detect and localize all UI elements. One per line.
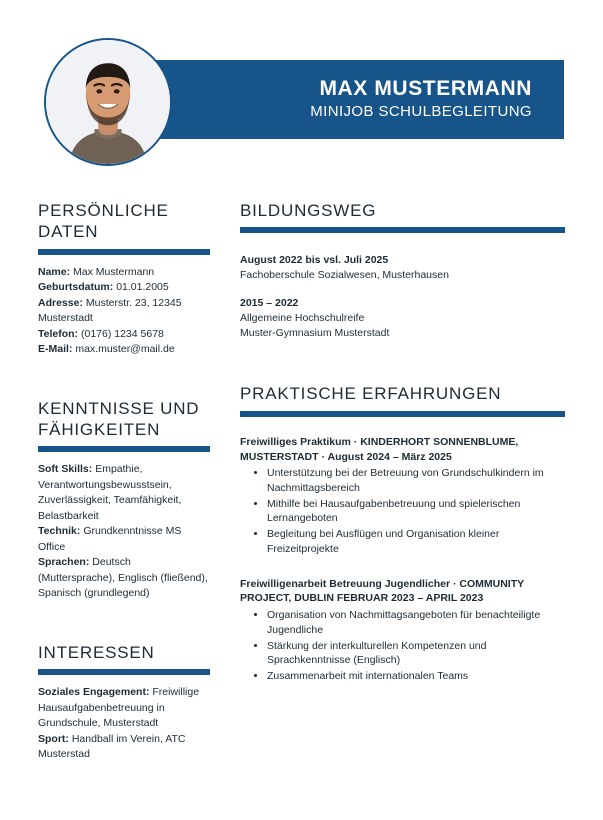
list-item: • Mithilfe bei Hausaufgabenbetreuung und spielerischen Lernangeboten — [267, 497, 565, 526]
section-heading-personal-data: PERSÖNLICHE DATEN — [38, 201, 169, 242]
spacer — [240, 363, 565, 383]
list-item: • Organisation von Nachmittagsangeboten für benachteiligte Jugendliche — [267, 608, 565, 637]
section-rule — [38, 669, 210, 675]
spacer — [240, 243, 565, 253]
page-title: MAX MUSTERMANN — [319, 77, 532, 101]
section-heading-interests: INTERESSEN — [38, 642, 155, 662]
field-label: Geburtsdatum: — [38, 281, 114, 294]
field-value: Freiwillige Hausaufgabenbetreuung in Grundschule, Musterstadt — [38, 686, 200, 730]
education-period: 2015 – 2022 — [240, 296, 299, 309]
section-rule — [38, 446, 210, 452]
list-item — [38, 524, 210, 555]
field-value: max.muster@mail.de — [75, 343, 175, 356]
avatar — [44, 38, 172, 166]
experience-bullet-list — [240, 466, 565, 556]
personal-data-list — [38, 265, 210, 358]
list-item: • Zusammenarbeit mit internationalen Teams — [267, 669, 565, 684]
experience-title: Freiwilliges Praktikum · KINDERHORT SONNENBLUME, MUSTERSTADT · August 2024 – März 2025 — [240, 435, 519, 463]
field-label: Name: — [38, 265, 71, 278]
section-education — [240, 200, 565, 341]
section-interests — [38, 642, 210, 763]
section-rule — [38, 249, 210, 255]
experience-title: Freiwilligenarbeit Betreuung Jugendlicher · COMMUNITY PROJECT, DUBLIN FEBRUAR 2023 – APRIL 2023 — [240, 577, 524, 605]
education-detail: Fachoberschule Sozialwesen, Musterhausen — [240, 269, 449, 282]
section-experience — [240, 383, 565, 683]
list-item — [38, 462, 210, 524]
section-heading-skills: KENNTNISSE UND FÄHIGKEITEN — [38, 398, 200, 439]
list-item — [38, 342, 210, 358]
field-label: Soft Skills: — [38, 463, 93, 476]
list-item — [38, 296, 210, 327]
list-item: • Begleitung bei Ausflügen und Organisation kleiner Freizeitprojekte — [267, 527, 565, 556]
list-item: • Stärkung der interkulturellen Kompetenzen und Sprachkenntnisse (Englisch) — [267, 639, 565, 668]
field-value: Empathie, Verantwortungsbewusstsein, Zuverlässigkeit, Teamfähigkeit, Belastbarkeit — [38, 463, 182, 522]
list-item — [38, 555, 210, 602]
field-label: Sprachen: — [38, 556, 90, 569]
field-value: Deutsch (Muttersprache), Englisch (fließend), Spanisch (grundlegend) — [38, 556, 208, 600]
education-detail: Muster-Gymnasium Musterstadt — [240, 327, 390, 340]
spacer — [38, 624, 210, 642]
field-label: E-Mail: — [38, 343, 73, 356]
field-value: Handball im Verein, ATC Musterstad — [38, 732, 186, 761]
header-subtitle: MINIJOB SCHULBEGLEITUNG — [310, 103, 532, 121]
cv-header — [0, 0, 603, 180]
education-entry — [240, 296, 565, 342]
experience-entry — [240, 435, 565, 557]
field-label: Technik: — [38, 525, 81, 538]
experience-entry — [240, 577, 565, 684]
list-item — [38, 280, 210, 296]
list-item — [38, 732, 210, 763]
section-skills — [38, 398, 210, 602]
field-value: (0176) 1234 5678 — [80, 327, 164, 340]
section-heading-education: BILDUNGSWEG — [240, 201, 377, 220]
list-item — [38, 265, 210, 281]
field-label: Adresse: — [38, 296, 83, 309]
section-heading-experience: PRAKTISCHE ERFAHRUNGEN — [240, 384, 502, 404]
education-period: August 2022 bis vsl. Juli 2025 — [240, 254, 389, 267]
section-rule — [240, 411, 565, 417]
section-personal-data — [38, 200, 210, 358]
field-value: 01.01.2005 — [116, 281, 169, 294]
education-entry — [240, 253, 565, 283]
list-item: • Unterstützung bei der Betreuung von Grundschulkindern im Nachmittagsbereich — [267, 466, 565, 495]
field-value: Musterstr. 23, 12345 Musterstadt — [38, 296, 182, 325]
field-label: Soziales Engagement: — [38, 686, 150, 699]
list-item — [38, 327, 210, 343]
section-rule — [240, 227, 565, 233]
experience-bullet-list — [240, 608, 565, 683]
field-label: Sport: — [38, 732, 69, 745]
interests-list — [38, 685, 210, 763]
list-item — [38, 685, 210, 732]
field-label: Telefon: — [38, 327, 79, 340]
portrait-photo-icon — [46, 40, 170, 164]
skills-list — [38, 462, 210, 602]
right-column — [240, 200, 565, 706]
spacer — [38, 380, 210, 398]
education-detail: Allgemeine Hochschulreife — [240, 311, 365, 324]
field-value: Max Mustermann — [73, 265, 155, 278]
field-value: Grundkenntnisse MS Office — [38, 525, 182, 553]
spacer — [240, 427, 565, 435]
left-column — [38, 200, 210, 785]
